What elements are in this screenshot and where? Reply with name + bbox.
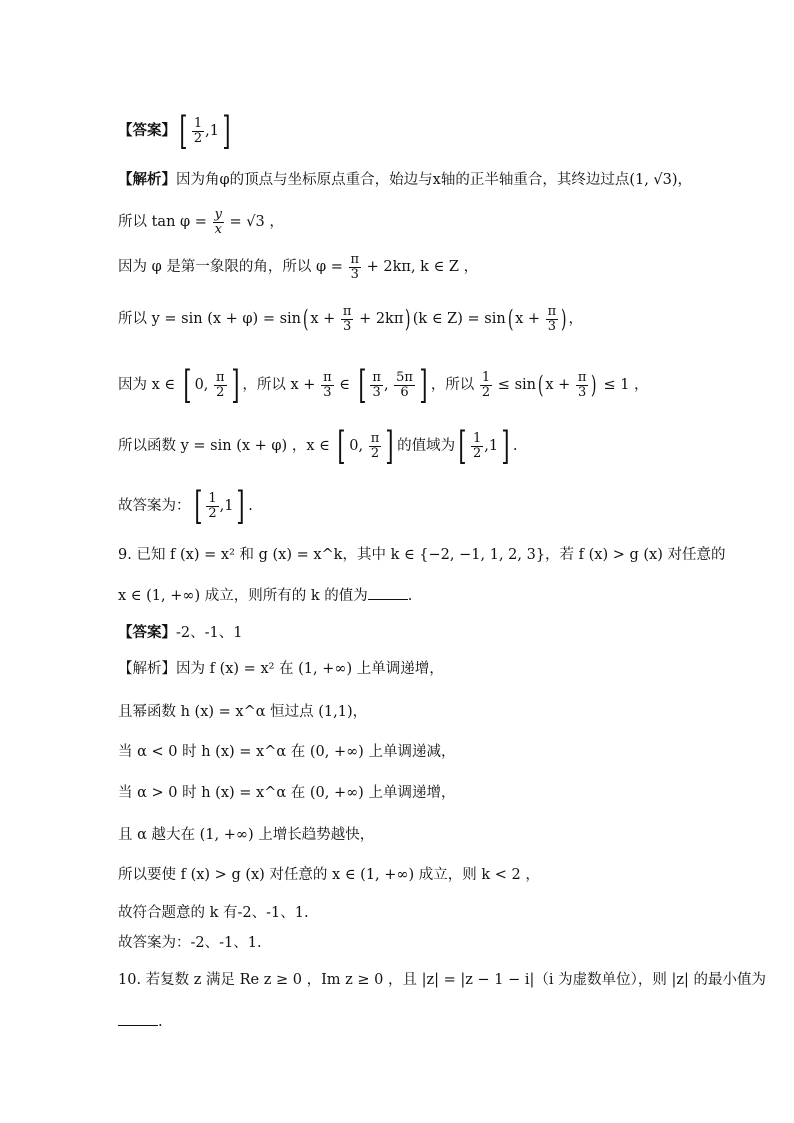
analysis-9-8: 故答案为：-2、-1、1. [118, 935, 262, 951]
analysis-tan: 所以 tan φ = $\frac{y}{x}$ = √3 ， [118, 207, 284, 237]
analysis-intro: 【解析】因为角φ的顶点与坐标原点重合，始边与x轴的正半轴重合，其终边过点(1, √3)， [118, 172, 693, 188]
answer-blank [368, 585, 408, 600]
analysis-range: 因为 x ∈ [ 0, $\frac{\pi}{2}$ ] ，所以 x + $\frac{\pi}{3}$ ∈ [ $\frac{\pi}{3}$ , $\frac{5\pi}{6}$ ] ，所以 $\frac{1}{2}$ ≤ sin( x + $\frac{\pi}{3}$ ) ≤ 1 ， [118, 363, 649, 407]
question-10-line2: . [118, 1011, 163, 1032]
question-9: 9. 已知 f (x) = x² 和 g (x) = x^k，其中 k ∈ {−2, −1, 1, 2, 3}，若 f (x) > g (x) 对任意的 [118, 547, 726, 563]
analysis-9-1: 【解析】因为 f (x) = x² 在 (1, +∞) 上单调递增， [118, 661, 444, 677]
fraction: $\frac{1}{2}$ [193, 115, 203, 146]
analysis-9-6: 所以要使 f (x) > g (x) 对任意的 x ∈ (1, +∞) 成立，则 k < 2 ， [118, 867, 540, 883]
analysis-9-3: 当 α < 0 时 h (x) = x^α 在 (0, +∞) 上单调递减， [118, 744, 456, 760]
answer-8: 【答案】[ $\frac{1}{2}$ ,1] [118, 109, 231, 153]
question-10: 10. 若复数 z 满足 Re z ≥ 0 ，Im z ≥ 0 ，且 |z| = |z − 1 − i|（i 为虚数单位），则 |z| 的最小值为 [118, 972, 767, 988]
analysis-phi: 因为 φ 是第一象限的角，所以 φ = $\frac{\pi}{3}$ + 2kπ, k ∈ Z ， [118, 252, 479, 282]
analysis-y: 所以 y = sin (x + φ) = sin( x + $\frac{\pi}{3}$ + 2kπ) (k ∈ Z) = sin( x + $\frac{\pi}{3}$ ) ， [118, 304, 584, 334]
analysis-9-5: 且 α 越大在 (1, +∞) 上增长趋势越快， [118, 827, 375, 843]
analysis-range-result: 所以函数 y = sin (x + φ) ，x ∈ [ 0, $\frac{\pi}{2}$ ] 的值域为[ $\frac{1}{2}$ ,1] . [118, 424, 518, 468]
analysis-9-4: 当 α > 0 时 h (x) = x^α 在 (0, +∞) 上单调递增， [118, 785, 456, 801]
analysis-9-2: 且幂函数 h (x) = x^α 恒过点 (1,1)， [118, 704, 368, 720]
answer-tag: 【答案】 [118, 123, 176, 139]
analysis-9-7: 故符合题意的 k 有-2、-1、1. [118, 905, 309, 921]
answer-blank-10 [118, 1011, 158, 1026]
final-answer-8: 故答案为：[ $\frac{1}{2}$ ,1] . [118, 484, 253, 528]
answer-9: 【答案】-2、-1、1 [118, 625, 243, 641]
question-9-line2: x ∈ (1, +∞) 成立，则所有的 k 的值为 . [118, 585, 412, 606]
